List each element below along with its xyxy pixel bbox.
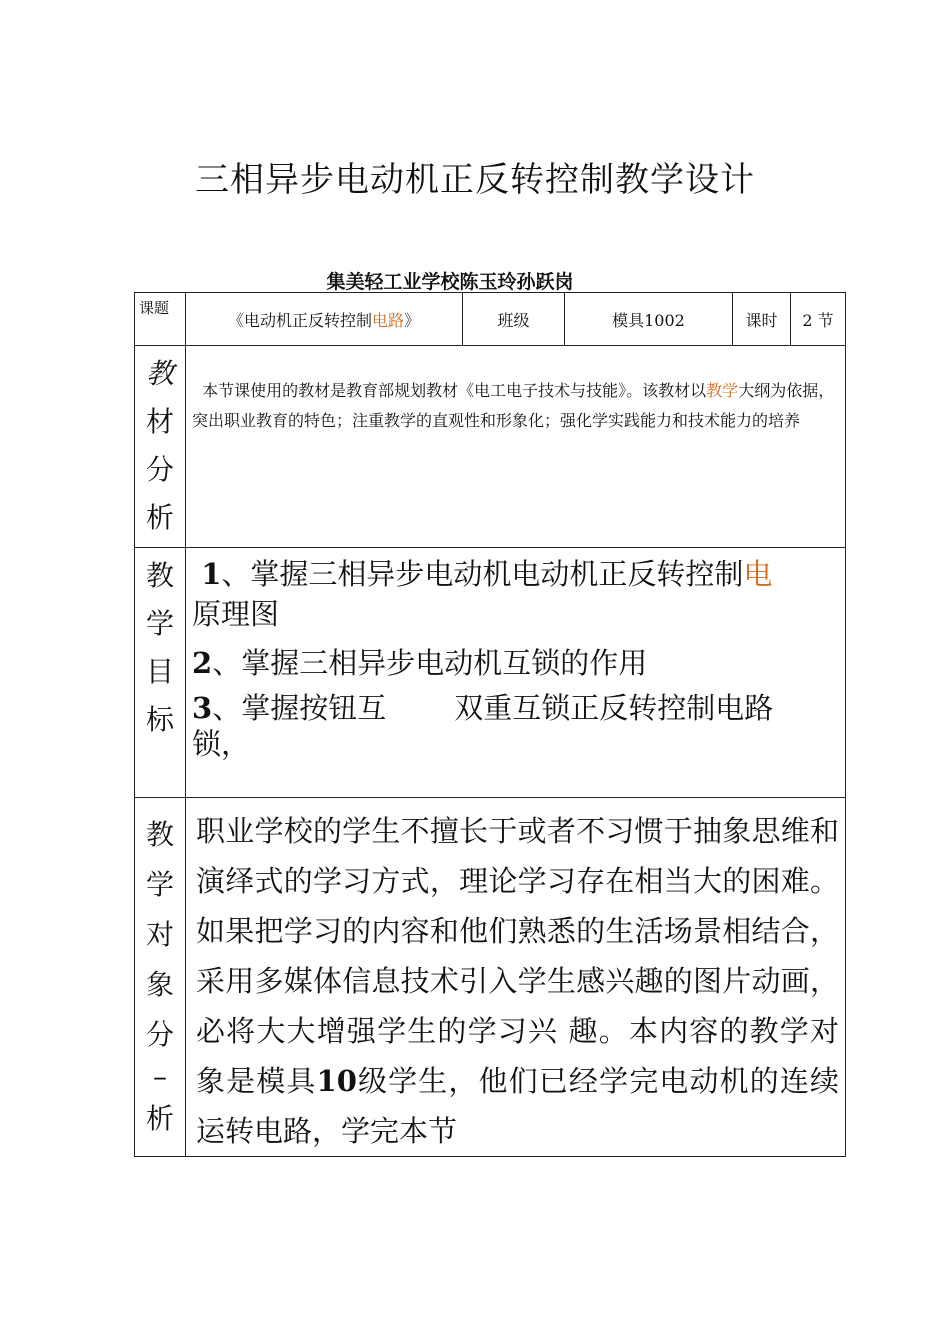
class-label: 班级 bbox=[463, 293, 565, 346]
student-analysis-label: 教 学 对 象 分 – 析 bbox=[135, 798, 186, 1157]
material-analysis-text: 本节课使用的教材是教育部规划教材《电工电子技术与技能》。该教材以教学大纲为依据，突出职业教育的特色；注重教学的直观性和形象化；强化学实践能力和技术能力的培养 bbox=[186, 346, 846, 548]
document-authors: 集美轻工业学校陈玉玲孙跃岗 bbox=[326, 271, 574, 293]
material-analysis-row bbox=[135, 346, 846, 548]
topic-value: 《电动机正反转控制电路》 bbox=[186, 293, 463, 346]
goal-3: 3、掌握按钮互 双重互锁正反转控制电路 锁， bbox=[192, 691, 774, 761]
teaching-goals-row bbox=[135, 548, 846, 798]
hours-value: 2 节 bbox=[791, 293, 846, 346]
goal-1: 1、掌握三相异步电动机电动机正反转控制电 原理图 bbox=[192, 557, 773, 631]
topic-label: 课题 bbox=[135, 293, 186, 346]
header-row bbox=[135, 293, 846, 346]
student-analysis-text: 职业学校的学生不擅长于或者不习惯于抽象思维和演绎式的学习方式，理论学习存在相当大的困难。如果把学习的内容和他们熟悉的生活场景相结合，采用多媒体信息技术引入学生感兴趣的图片动画，必将大大增强学生的学习兴 趣。本内容的教学对象是模具10级学生，他们已经学完电动机的连续运转电路，学完本节 bbox=[186, 798, 846, 1157]
lesson-plan-table bbox=[134, 292, 846, 1157]
teaching-goals-list bbox=[186, 548, 846, 798]
goal-2: 2、掌握三相异步电动机互锁的作用 bbox=[192, 646, 648, 680]
class-value: 模具1002 bbox=[565, 293, 733, 346]
hours-label: 课时 bbox=[733, 293, 791, 346]
material-analysis-label: 教 材 分 析 bbox=[135, 346, 186, 548]
document-title: 三相异步电动机正反转控制教学设计 bbox=[195, 160, 755, 200]
teaching-goals-label: 教 学 目 标 bbox=[135, 548, 186, 798]
student-analysis-row bbox=[135, 798, 846, 1157]
